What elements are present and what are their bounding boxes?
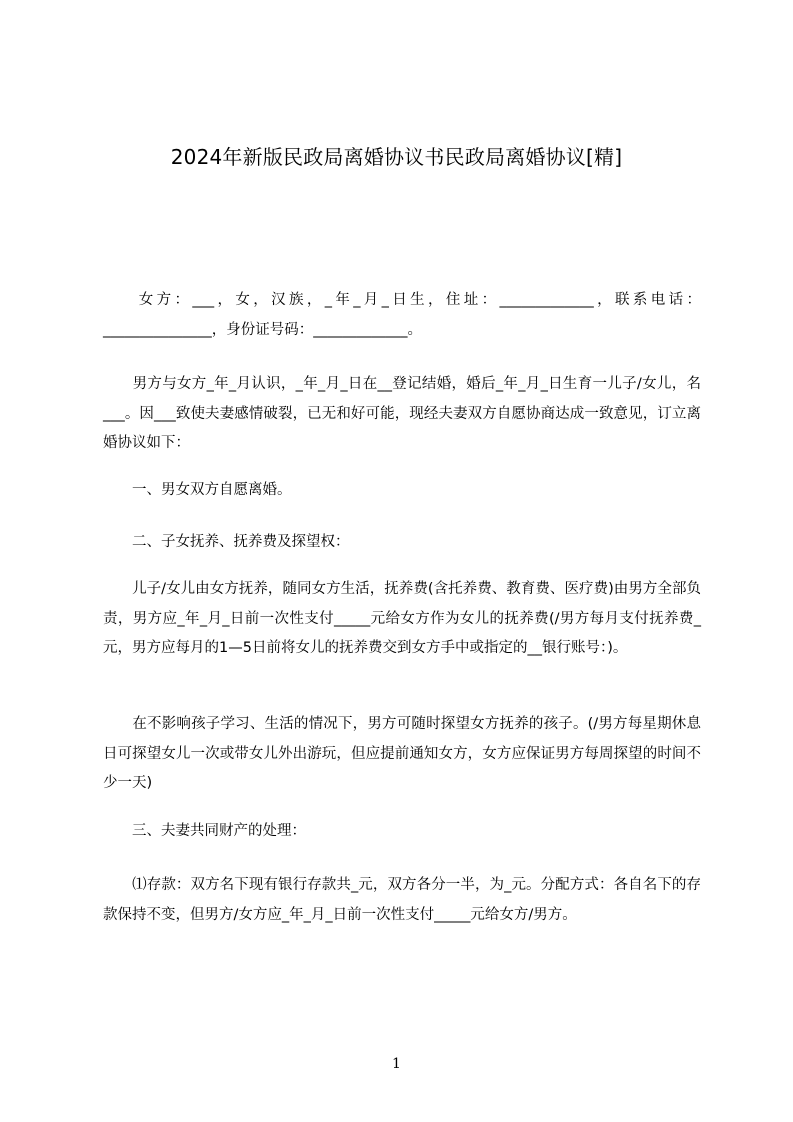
paragraph-clause-2-heading: 二、子女抚养、抚养费及探望权： (103, 534, 350, 550)
paragraph-visitation-rights: 在不影响孩子学习、生活的情况下，男方可随时探望女方抚养的孩子。(/男方每星期休息日可探望女儿一次或带女儿外出游玩，但应提前通知女方，女方应保证男方每周探望的时间不少一天) (103, 716, 701, 791)
paragraph-clause-3-heading: 三、夫妻共同财产的处理： (103, 823, 306, 839)
paragraph-marriage-background: 男方与女方_年_月认识，_年_月_日在__登记结婚，婚后_年_月_日生育一儿子/女儿，名___。因___致使夫妻感情破裂，已无和好可能，现经夫妻双方自愿协商达成一致意见，订立离婚协议如下： (103, 376, 701, 451)
paragraph-clause-1-divorce: 一、男女双方自愿离婚。 (103, 482, 292, 498)
paragraph-child-custody-support: 儿子/女儿由女方抚养，随同女方生活，抚养费(含托养费、教育费、医疗费)由男方全部负责，男方应_年_月_日前一次性支付_____元给女方作为女儿的抚养费(/男方每月支付抚养费_元，男方应每月的1—5日前将女儿的抚养费交到女方手中或指定的__银行账号：)。 (103, 581, 701, 656)
document-title: 2024年新版民政局离婚协议书民政局离婚协议[精] (170, 145, 623, 169)
page-number: 1 (392, 1056, 401, 1072)
paragraph-female-party-info: 女方：___，女，汉族，_年_月_日生，住址：_____________，联系电话：_______________，身份证号码：_____________。 (103, 292, 701, 338)
paragraph-savings-division: ⑴存款：双方名下现有银行存款共_元，双方各分一半，为_元。分配方式：各自名下的存款保持不变，但男方/女方应_年_月_日前一次性支付_____元给女方/男方。 (103, 877, 701, 923)
